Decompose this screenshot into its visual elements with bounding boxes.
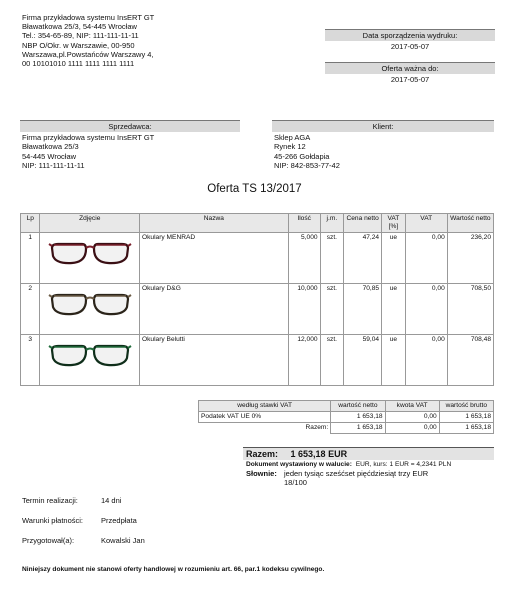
col-name: Nazwa [140,214,289,233]
term-value: Kowalski Jan [101,536,145,545]
vat-col-amount: kwota VAT [385,401,439,412]
issuer-line: Bławatkowa 25/3, 54-445 Wrocław [22,22,137,32]
item-photo [40,233,140,284]
vat-total-net: 1 653,18 [331,423,385,434]
item-lp: 2 [21,284,40,335]
words-value-line: 18/100 [284,478,307,488]
item-row [21,335,494,386]
item-qty: 10,000 [288,284,320,335]
item-net: 236,20 [447,233,493,284]
items-table [20,213,494,386]
item-photo [40,284,140,335]
total-band [243,447,494,460]
vat-amount-cell: 0,00 [385,412,439,423]
col-lp: Lp [21,214,40,233]
item-name: Okulary D&G [140,284,289,335]
term-row [22,536,145,556]
vat-rate-cell: Podatek VAT UE 0% [199,412,331,423]
glasses-photo-icon [48,291,132,319]
valid-date-box [325,62,495,86]
vat-table [198,400,494,434]
item-lp: 3 [21,335,40,386]
print-date-label: Data sporządzenia wydruku: [325,29,495,41]
item-vat-rate: ue [382,233,406,284]
glasses-photo-icon [48,342,132,370]
term-row [22,516,145,536]
col-photo: Zdjęcie [40,214,140,233]
issuer-line: Warszawa,pl.Powstańców Warszawy 4, [22,49,154,59]
item-unit: szt. [320,335,344,386]
print-date-value: 2017-05-07 [390,42,430,51]
term-value: Przedpłata [101,516,137,525]
words-label: Słownie: [246,469,277,478]
currency-note [243,461,494,469]
item-photo [40,335,140,386]
client-line: Sklep AGA [274,133,311,142]
currency-note-value: EUR, kurs: 1 EUR = 4,2341 PLN [355,461,452,468]
term-label: Warunki płatności: [22,516,83,525]
print-date-box [325,29,495,53]
item-net: 708,50 [447,284,493,335]
total-value: 1 653,18 EUR [290,449,348,459]
col-net: Wartość netto [447,214,493,233]
total-label: Razem: [246,449,279,459]
vat-row [199,412,494,423]
vat-col-gross: wartość brutto [439,401,493,412]
item-name: Okulary Belutti [140,335,289,386]
seller-line: Firma przykładowa systemu InsERT GT [22,133,155,142]
item-price: 70,85 [344,284,382,335]
issuer-line: Tel.: 354-65-89, NIP: 111-111-11-11 [22,31,139,41]
issuer-line: Firma przykładowa systemu InsERT GT [22,13,155,22]
total-summary [243,447,494,487]
client-line: NIP: 842-853-77-42 [274,160,340,170]
vat-gross-cell: 1 653,18 [439,412,493,423]
vat-col-rate: według stawki VAT [199,401,331,412]
issuer-line: NBP O/Okr. w Warszawie, 00-950 [22,40,135,50]
col-vat: VAT [405,214,447,233]
item-price: 59,04 [344,335,382,386]
col-price: Cena netto [344,214,382,233]
item-price: 47,24 [344,233,382,284]
col-unit: j.m. [320,214,344,233]
issuer-block [22,13,212,68]
item-qty: 5,000 [288,233,320,284]
term-row [22,496,145,516]
client-block [272,120,494,170]
vat-total-label: Razem: [305,424,329,432]
item-vat: 0,00 [405,335,447,386]
vat-total-gross: 1 653,18 [439,423,493,434]
item-unit: szt. [320,284,344,335]
item-vat-rate: ue [382,335,406,386]
item-vat-rate: ue [382,284,406,335]
term-label: Przygotował(a): [22,536,75,545]
vat-total-amount: 0,00 [385,423,439,434]
issuer-line: 00 10101010 1111 1111 1111 1111 [22,59,135,69]
term-label: Termin realizacji: [22,496,78,505]
client-line: Rynek 12 [274,142,306,152]
words-value-line: jeden tysiąc sześćset pięćdziesiąt trzy EUR [284,469,429,478]
vat-net-cell: 1 653,18 [331,412,385,423]
legal-footer: Niniejszy dokument nie stanowi oferty handlowej w rozumieniu art. 66, par.1 kodeksu cywilnego. [22,566,325,573]
item-row [21,284,494,335]
valid-date-label: Oferta ważna do: [325,62,495,74]
item-row [21,233,494,284]
client-line: 45-266 Gołdapia [274,151,330,161]
item-vat: 0,00 [405,233,447,284]
valid-date-value: 2017-05-07 [390,75,430,84]
col-vat-rate: VAT [%] [382,214,406,233]
vat-col-net: wartość netto [331,401,385,412]
item-vat: 0,00 [405,284,447,335]
currency-note-label: Dokument wystawiony w walucie: [246,461,352,468]
seller-block [20,120,240,170]
seller-line: NIP: 111-111-11-11 [22,160,85,170]
document-title: Oferta TS 13/2017 [207,183,302,195]
amount-in-words [243,469,494,487]
seller-label: Sprzedawca: [20,120,240,132]
client-label: Klient: [272,120,494,132]
seller-line: Bławatkowa 25/3 [22,142,79,152]
term-value: 14 dni [101,496,122,505]
terms-block [22,496,145,556]
item-lp: 1 [21,233,40,284]
seller-line: 54-445 Wrocław [22,151,77,161]
items-header-row [21,214,494,233]
item-net: 708,48 [447,335,493,386]
item-qty: 12,000 [288,335,320,386]
item-unit: szt. [320,233,344,284]
item-name: Okulary MENRAD [140,233,289,284]
glasses-photo-icon [48,240,132,268]
vat-total-row [199,423,494,434]
col-qty: Ilość [288,214,320,233]
